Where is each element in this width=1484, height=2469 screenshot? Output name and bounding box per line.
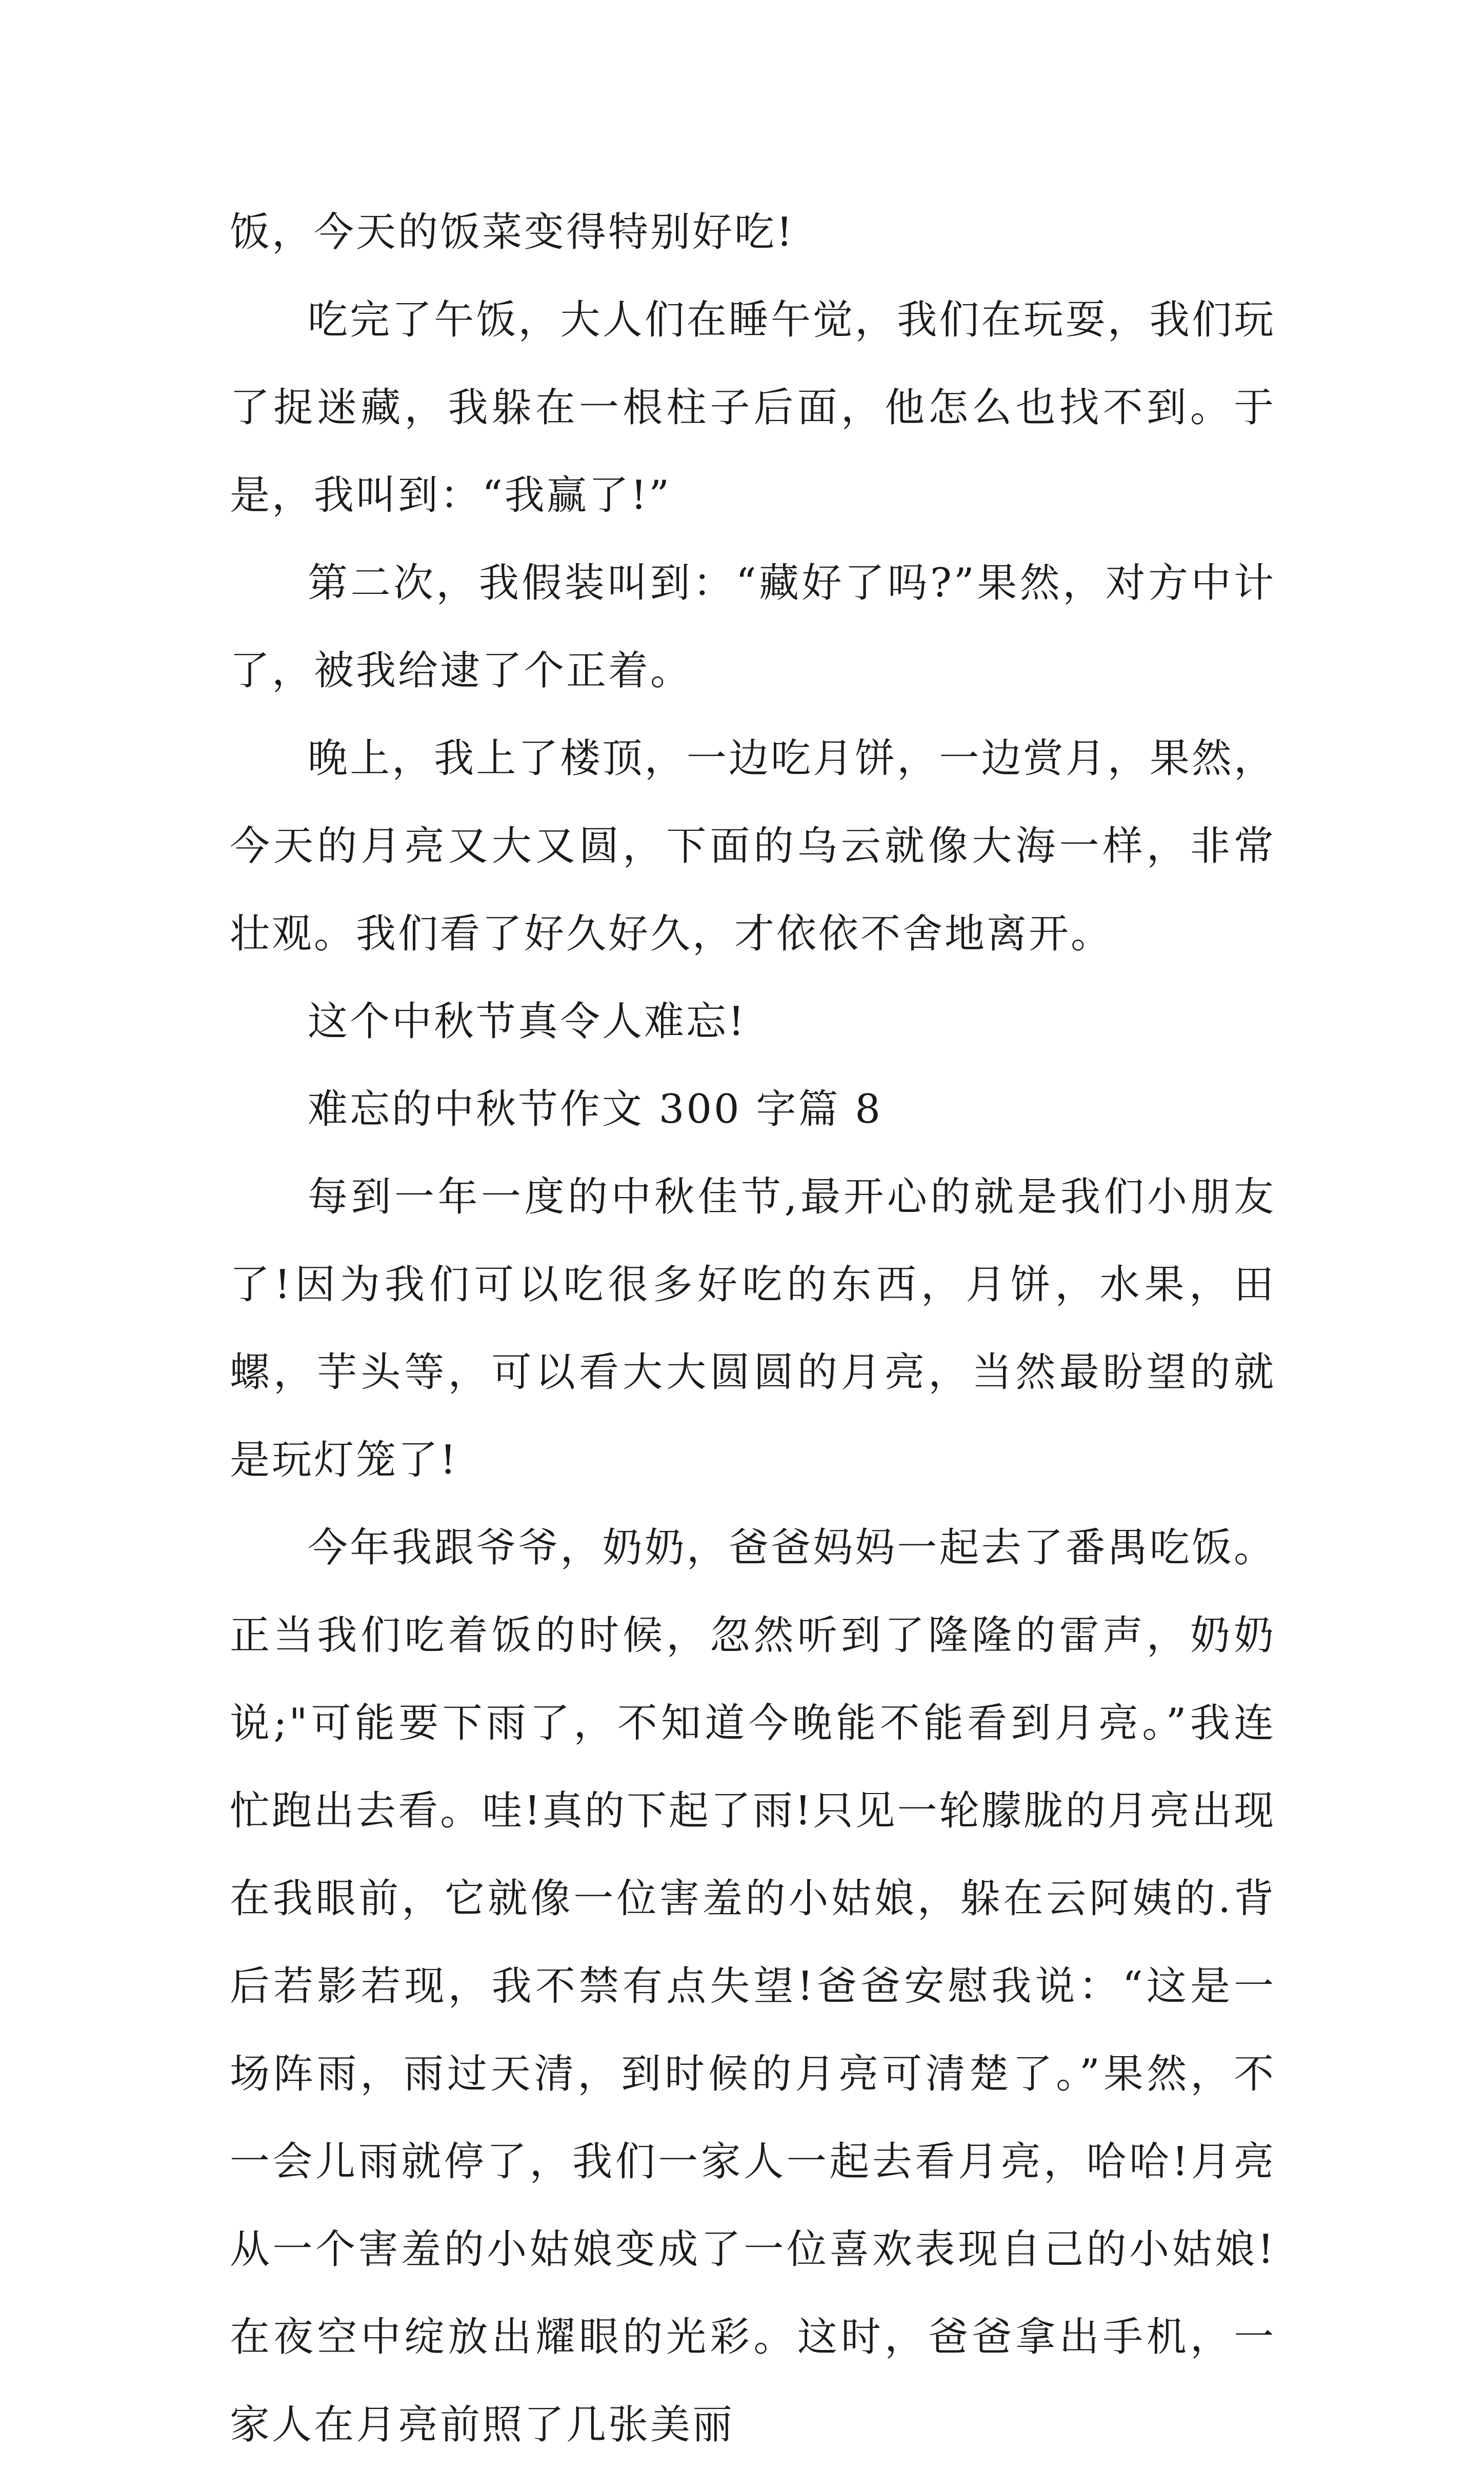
paragraph: 今年我跟爷爷，奶奶，爸爸妈妈一起去了番禺吃饭。正当我们吃着饭的时候，忽然听到了隆隆的雷声，奶奶说;"可能要下雨了，不知道今晚能不能看到月亮。”我连忙跑出去看。哇!真的下起了雨!只见一轮朦胧的月亮出现在我眼前，它就像一位害羞的小姑娘，躲在云阿姨的.背后若影若现，我不禁有点失望!爸爸安慰我说：“这是一场阵雨，雨过天清，到时候的月亮可清楚了。”果然，不一会儿雨就停了，我们一家人一起去看月亮，哈哈!月亮从一个害羞的小姑娘变成了一位喜欢表现自己的小姑娘!在夜空中绽放出耀眼的光彩。这时，爸爸拿出手机，一家人在月亮前照了几张美丽 bbox=[230, 1525, 1276, 2448]
paragraph: 晚上，我上了楼顶，一边吃月饼，一边赏月，果然，今天的月亮又大又圆，下面的乌云就像大海一样，非常壮观。我们看了好久好久，才依依不舍地离开。 bbox=[230, 735, 1276, 957]
paragraph: 饭，今天的饭菜变得特别好吃! bbox=[230, 209, 795, 255]
section-heading: 难忘的中秋节作文 300 字篇 8 bbox=[308, 1086, 883, 1132]
paragraph: 第二次，我假装叫到：“藏好了吗?”果然，对方中计了，被我给逮了个正着。 bbox=[230, 560, 1276, 694]
paragraph: 这个中秋节真令人难忘! bbox=[308, 999, 747, 1045]
paragraph: 每到一年一度的中秋佳节,最开心的就是我们小朋友了!因为我们可以吃很多好吃的东西，月饼，水果，田螺，芋头等，可以看大大圆圆的月亮，当然最盼望的就是玩灯笼了! bbox=[230, 1174, 1276, 1483]
paragraph: 吃完了午饭，大人们在睡午觉，我们在玩耍，我们玩了捉迷藏，我躲在一根柱子后面，他怎么也找不到。于是，我叫到：“我赢了!” bbox=[230, 297, 1276, 519]
essay-body bbox=[230, 189, 1276, 2469]
